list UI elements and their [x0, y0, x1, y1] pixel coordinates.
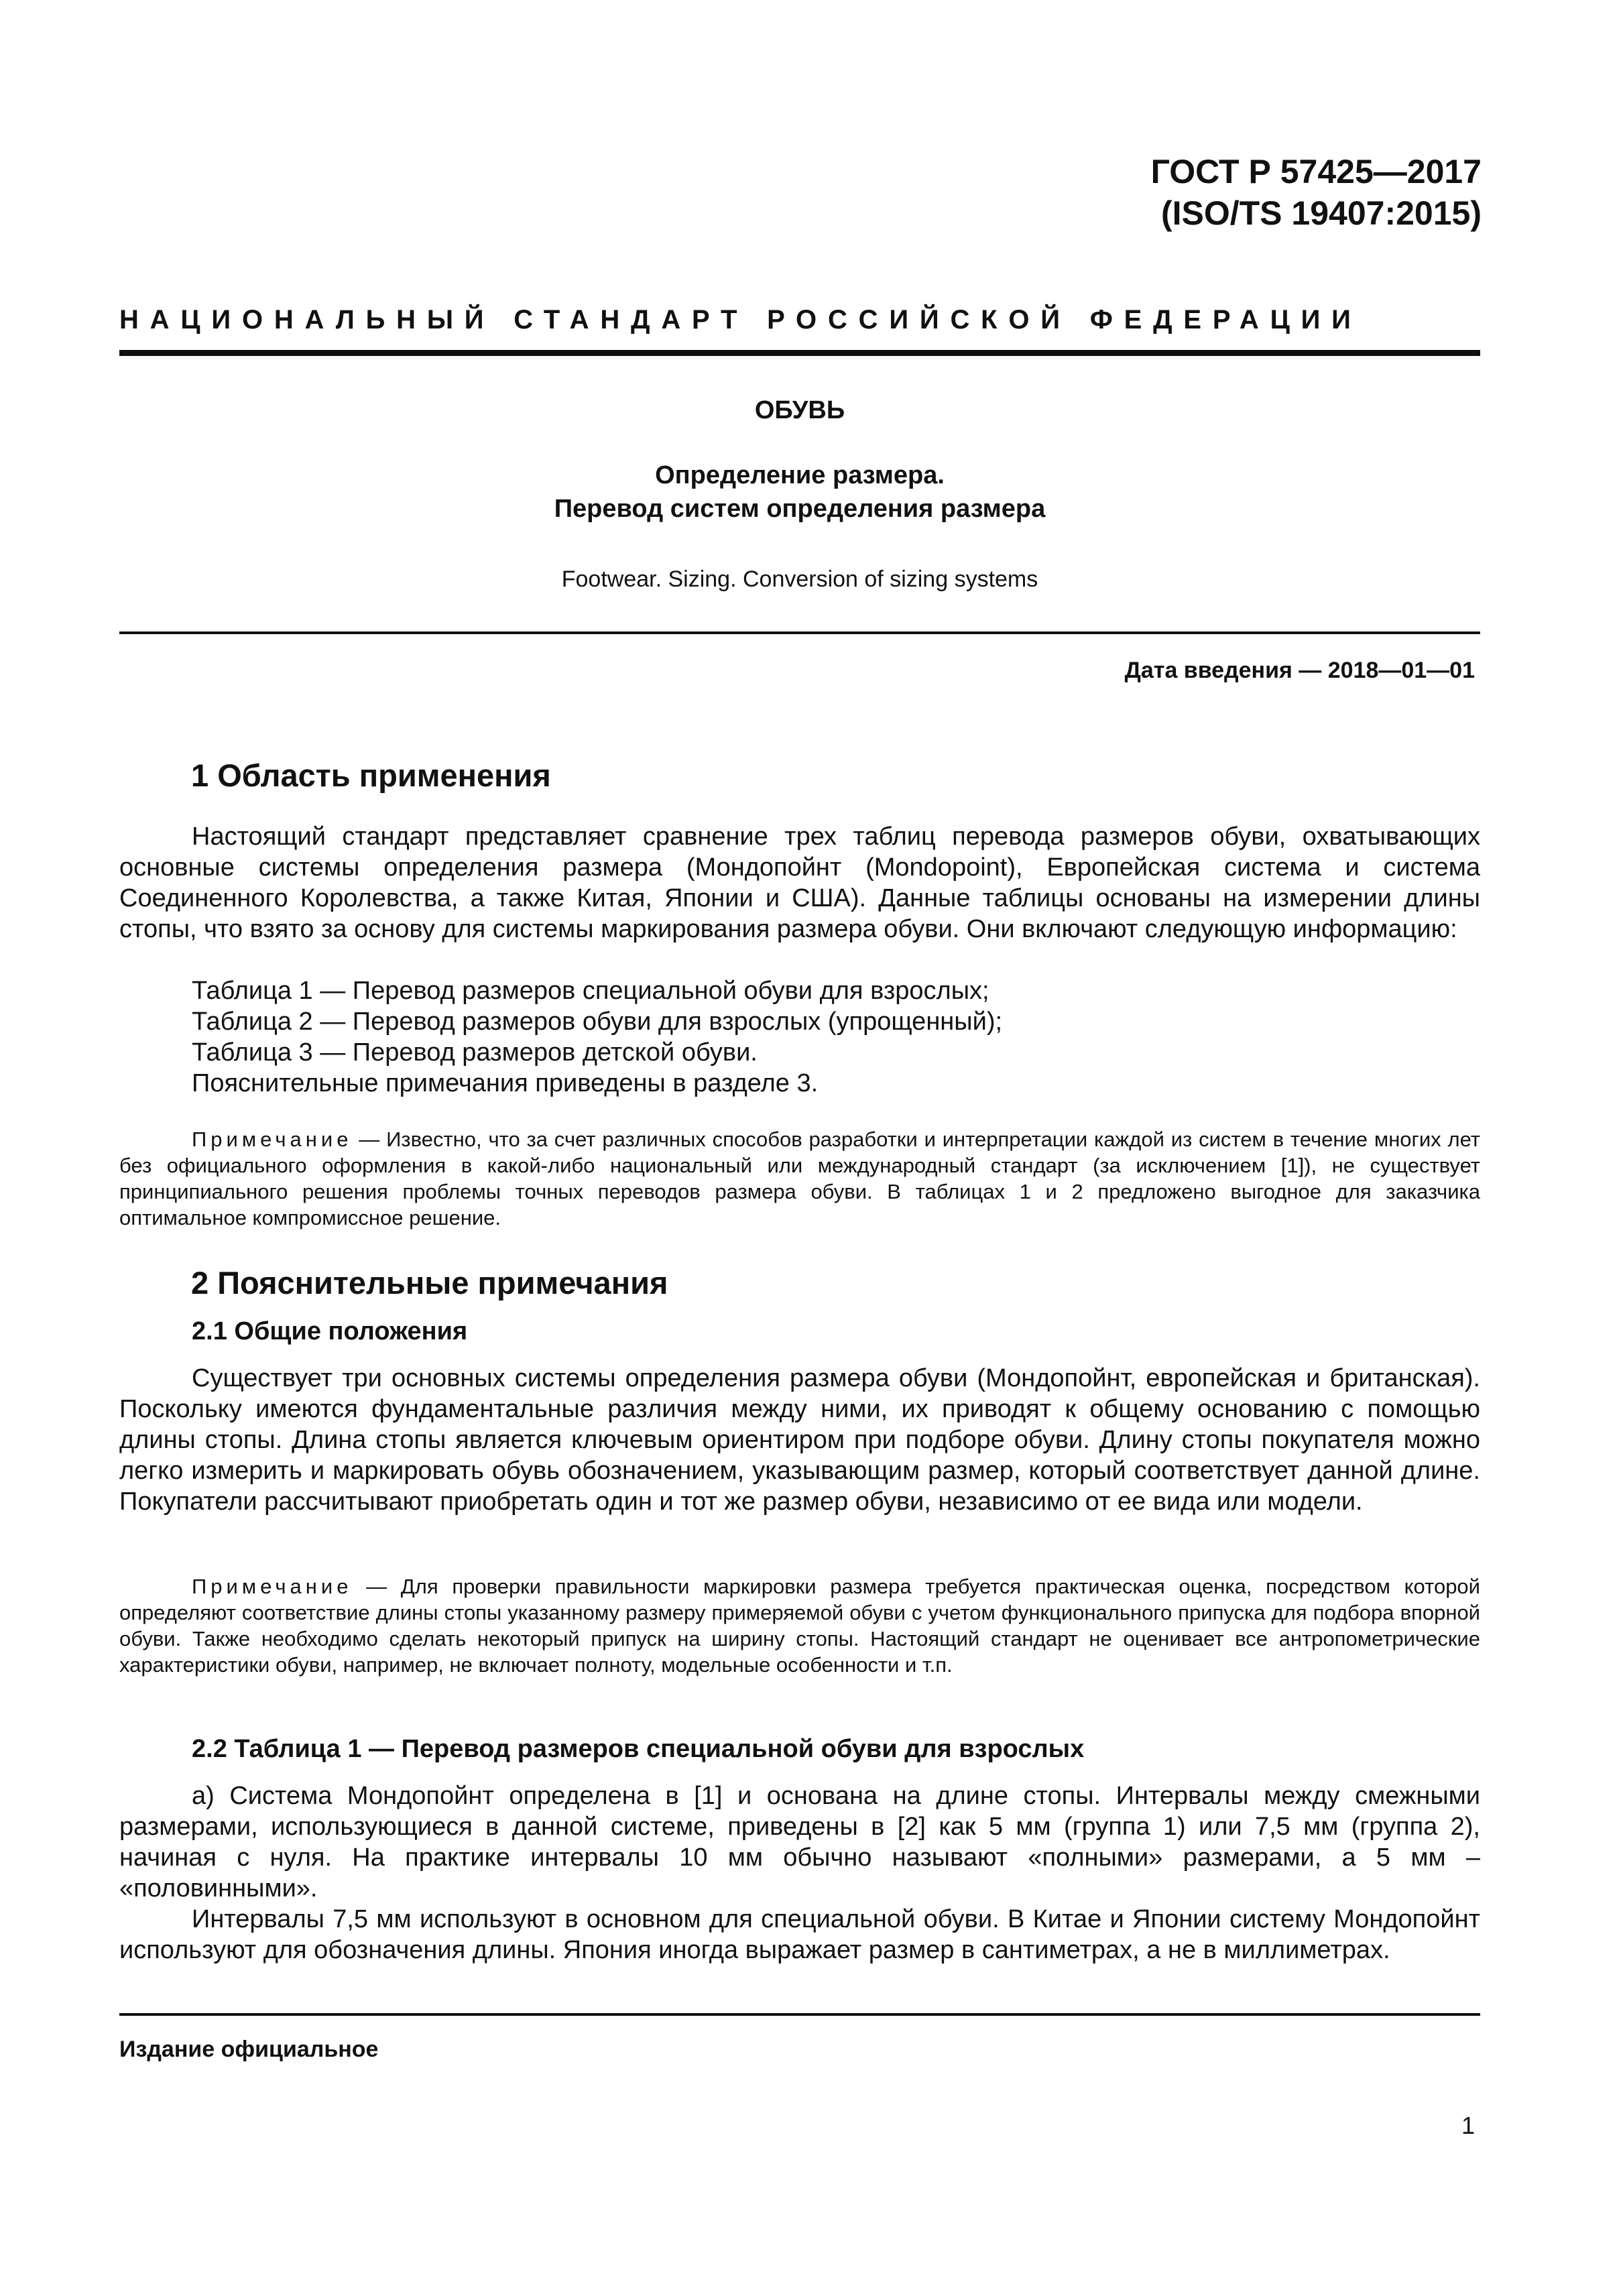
subsection-2-2-heading: 2.2 Таблица 1 — Перевод размеров специальной обуви для взрослых — [192, 1735, 1085, 1763]
note-text: — Для проверки правильности маркировки размера требуется практическая оценка, посредством которой определяют соответствие длины стопы указанному размеру примеряемой обуви с учетом функционального припуска для подбора впорной обуви. Также необходимо сделать некоторый припуск на ширину стопы. Настоящий стандарт не оценивает все антропометрические характеристики обуви, например, не включает полноту, модельные особенности и т.п. — [119, 1575, 1480, 1677]
list-item: Таблица 3 — Перевод размеров детской обуви. — [192, 1038, 758, 1067]
subsection-2-1-paragraph: Существует три основных системы определения размера обуви (Мондопойнт, европейская и британская). Поскольку имеются фундаментальные различия между ними, их приводят к общему основанию с помощью длины стопы. Длина стопы является ключевым ориентиром при подборе обуви. Длину стопы покупателя можно легко измерить и маркировать обувь обозначением, указывающим размер, который соответствует данной длине. Покупатели рассчитывают приобретать один и тот же размер обуви, независимо от ее вида или модели. — [119, 1364, 1480, 1516]
official-edition-label: Издание официальное — [119, 2037, 379, 2062]
english-title: Footwear. Sizing. Conversion of sizing systems — [561, 566, 1038, 592]
section-1-note — [119, 1126, 1480, 1231]
note-label: Примечание — [192, 1128, 353, 1151]
subsection-2-1-note — [119, 1573, 1480, 1678]
note-text: — Известно, что за счет различных способов разработки и интерпретации каждой из систем в течение многих лет без официального оформления в какой-либо национальный или международный стандарт (за исключением [1]), не существует принципиального решения проблемы точных переводов размера обуви. В таблицах 1 и 2 предложено выгодное для заказчика оптимальное компромиссное решение. — [119, 1128, 1480, 1229]
subsection-2-2-paragraph-b: Интервалы 7,5 мм используют в основном для специальной обуви. В Китае и Японии систему Мондопойнт используют для обозначения длины. Япония иногда выражает размер в сантиметрах, а не в миллиметрах. — [119, 1905, 1480, 1964]
list-item: Таблица 2 — Перевод размеров обуви для взрослых (упрощенный); — [192, 1008, 1003, 1036]
list-item: Таблица 1 — Перевод размеров специальной обуви для взрослых; — [192, 977, 989, 1005]
subsection-2-1-heading: 2.1 Общие положения — [192, 1317, 468, 1345]
list-item: Пояснительные примечания приведены в разделе 3. — [192, 1069, 819, 1097]
section-1-paragraph: Настоящий стандарт представляет сравнение трех таблиц перевода размеров обуви, охватывающих основные системы определения размера (Мондопойнт (Mondopoint), Европейская система и система Соединенного Королевства, а также Китая, Японии и США). Данные таблицы основаны на измерении длины стопы, что взято за основу для системы маркирования размера обуви. Они включают следующую информацию: — [119, 823, 1480, 943]
header-rule — [119, 350, 1480, 356]
document-title: ОБУВЬ — [754, 396, 845, 424]
page-number: 1 — [1461, 2112, 1475, 2139]
standard-number: ГОСТ Р 57425—2017 — [1150, 153, 1482, 190]
document-subtitle-line1: Определение размера. — [655, 461, 945, 489]
footer-rule — [119, 2013, 1480, 2016]
section-1-heading: 1 Область применения — [191, 758, 551, 793]
table-list — [192, 975, 1479, 1099]
title-rule — [119, 631, 1480, 634]
national-standard-title: НАЦИОНАЛЬНЫЙ СТАНДАРТ РОССИЙСКОЙ ФЕДЕРАЦИИ — [119, 305, 1362, 335]
section-2-heading: 2 Пояснительные примечания — [191, 1265, 668, 1301]
note-label: Примечание — [192, 1575, 353, 1598]
iso-reference: (ISO/TS 19407:2015) — [1160, 194, 1482, 232]
subsection-2-2-paragraph-a: а) Система Мондопойнт определена в [1] и основана на длине стопы. Интервалы между смежными размерами, использующиеся в данной системе, приведены в [2] как 5 мм (группа 1) или 7,5 мм (группа 2), начиная с нуля. На практике интервалы 10 мм обычно называют «полными» размерами, а 5 мм – «половинными». — [119, 1782, 1480, 1902]
document-subtitle-line2: Перевод систем определения размера — [554, 495, 1046, 523]
introduction-date: Дата введения — 2018—01—01 — [1124, 658, 1475, 683]
